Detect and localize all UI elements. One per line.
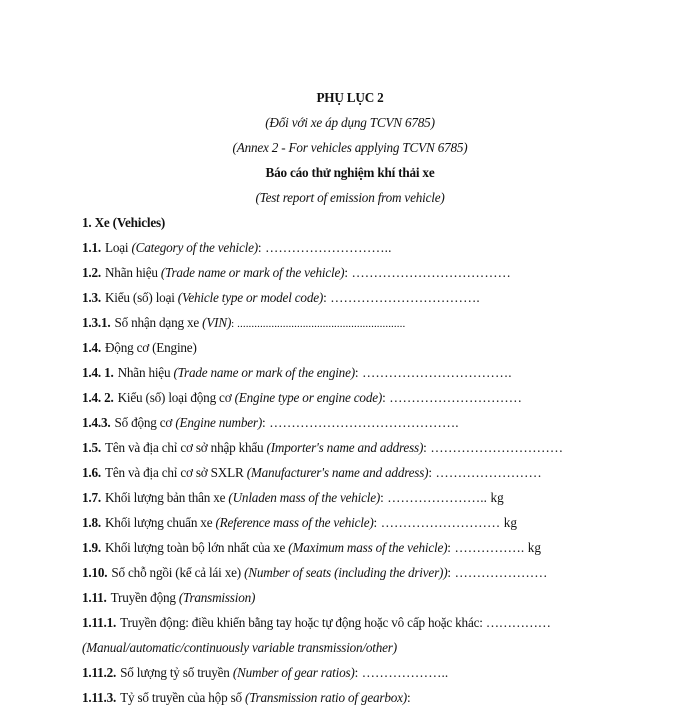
item-label: Động cơ (Engine) [104,340,197,355]
item-number: 1.6. [82,465,101,480]
item-label: Kiểu (số) loại [104,290,178,305]
item-number: 1.4.3. [82,415,111,430]
item-label: Số động cơ [114,415,176,430]
item-label: Loại [104,240,132,255]
item-unladen-mass [82,491,504,504]
item-label-en: (Maximum mass of the vehicle) [288,540,448,555]
item-label: Tên và địa chỉ cơ sở SXLR [104,465,247,480]
item-number-of-seats [82,566,548,579]
item-engine-number [82,416,459,429]
item-fill: : ……………………………. [323,290,480,305]
item-fill: : [406,690,411,705]
item-label: Khối lượng bản thân xe [104,490,229,505]
item-fill: : ……………………………… [344,265,511,280]
item-number: 1.4. [82,340,101,355]
item-label-en: (Engine number) [175,415,263,430]
item-number: 1.10. [82,565,108,580]
item-number: 1.11.3. [82,690,117,705]
item-label: Tỷ số truyền của hộp số [120,690,245,705]
item-number: 1.7. [82,490,101,505]
annex-subtitle-en: (Annex 2 - For vehicles applying TCVN 6785) [232,140,468,155]
item-fill: : ……………. kg [447,540,542,555]
item-engine [82,341,197,354]
item-label-en: (Importer's name and address) [266,440,424,455]
item-vin [82,316,405,330]
item-label-en: (Trade name or mark of the vehicle) [160,265,345,280]
item-number: 1.3. [82,290,101,305]
item-fill: : ……………………….. [257,240,392,255]
item-label-en: (Vehicle type or model code) [177,290,324,305]
item-number: 1.8. [82,515,101,530]
item-category [82,241,391,254]
item-label: Truyền động: điều khiển bằng tay hoặc tự động hoặc vô cấp hoặc khác: …………… [120,615,551,630]
item-label: Nhãn hiệu [117,365,174,380]
item-label: Kiểu (số) loại động cơ [117,390,235,405]
item-number: 1.11.2. [82,665,117,680]
item-label-en: (Reference mass of the vehicle) [215,515,374,530]
item-number: 1.4. 1. [82,365,114,380]
item-engine-type [82,391,522,404]
item-label-en: (Engine type or engine code) [234,390,383,405]
item-vehicle-type [82,291,480,304]
item-transmission [82,591,255,604]
item-manufacturer [82,466,542,479]
item-number: 1.11. [82,590,107,605]
item-label-en: (Number of seats (including the driver)) [244,565,448,580]
item-label-en: (Trade name or mark of the engine) [173,365,355,380]
item-trade-name [82,266,511,279]
item-gearbox-ratio [82,691,410,704]
item-number: 1.9. [82,540,101,555]
item-label-en: (Number of gear ratios) [232,665,355,680]
item-label: Truyền động [110,590,179,605]
item-transmission-kind-en: (Manual/automatic/continuously variable transmission/other) [82,640,397,655]
item-label-en: (Category of the vehicle) [131,240,258,255]
item-number: 1.5. [82,440,101,455]
item-label: Số lượng tỷ số truyền [120,665,233,680]
annex-title: PHỤ LỤC 2 [316,90,384,105]
item-label-en: (Unladen mass of the vehicle) [228,490,381,505]
item-fill: : ……………………… kg [373,515,518,530]
item-label: Số nhận dạng xe [114,315,203,330]
item-number: 1.3.1. [82,315,111,330]
item-fill: : ………………… [447,565,548,580]
item-label-en: (VIN) [202,315,232,330]
item-label: Khối lượng chuẩn xe [104,515,216,530]
item-fill: : ........................................................... [231,318,406,330]
item-importer [82,441,563,454]
item-fill: : ……………….. [354,665,449,680]
item-fill: : ………………….. kg [380,490,504,505]
report-title-vi: Báo cáo thử nghiệm khí thải xe [265,165,435,180]
item-fill: : …………………… [428,465,542,480]
item-label-en: (Manufacturer's name and address) [246,465,429,480]
item-label: Số chỗ ngồi (kể cả lái xe) [111,565,245,580]
item-label: Tên và địa chỉ cơ sở nhập khẩu [104,440,267,455]
report-title-en: (Test report of emission from vehicle) [255,190,445,205]
item-fill: : ………………………… [423,440,564,455]
item-label: Khối lượng toàn bộ lớn nhất của xe [104,540,289,555]
item-label-en: (Transmission ratio of gearbox) [245,690,407,705]
item-reference-mass [82,516,517,529]
item-maximum-mass [82,541,541,554]
item-number: 1.2. [82,265,101,280]
item-engine-trade-name [82,366,512,379]
item-label-en: (Transmission) [178,590,256,605]
item-fill: : ………………………… [382,390,523,405]
annex-subtitle-vi: (Đối với xe áp dụng TCVN 6785) [265,115,435,130]
item-transmission-kind [82,616,551,629]
item-number: 1.1. [82,240,101,255]
item-fill: : ……………………………………. [262,415,459,430]
item-fill: : ……………………………. [354,365,512,380]
item-gear-ratios [82,666,448,679]
section-heading-vehicles: 1. Xe (Vehicles) [82,215,166,230]
item-number: 1.11.1. [82,615,117,630]
item-label: Nhãn hiệu [104,265,161,280]
item-number: 1.4. 2. [82,390,114,405]
